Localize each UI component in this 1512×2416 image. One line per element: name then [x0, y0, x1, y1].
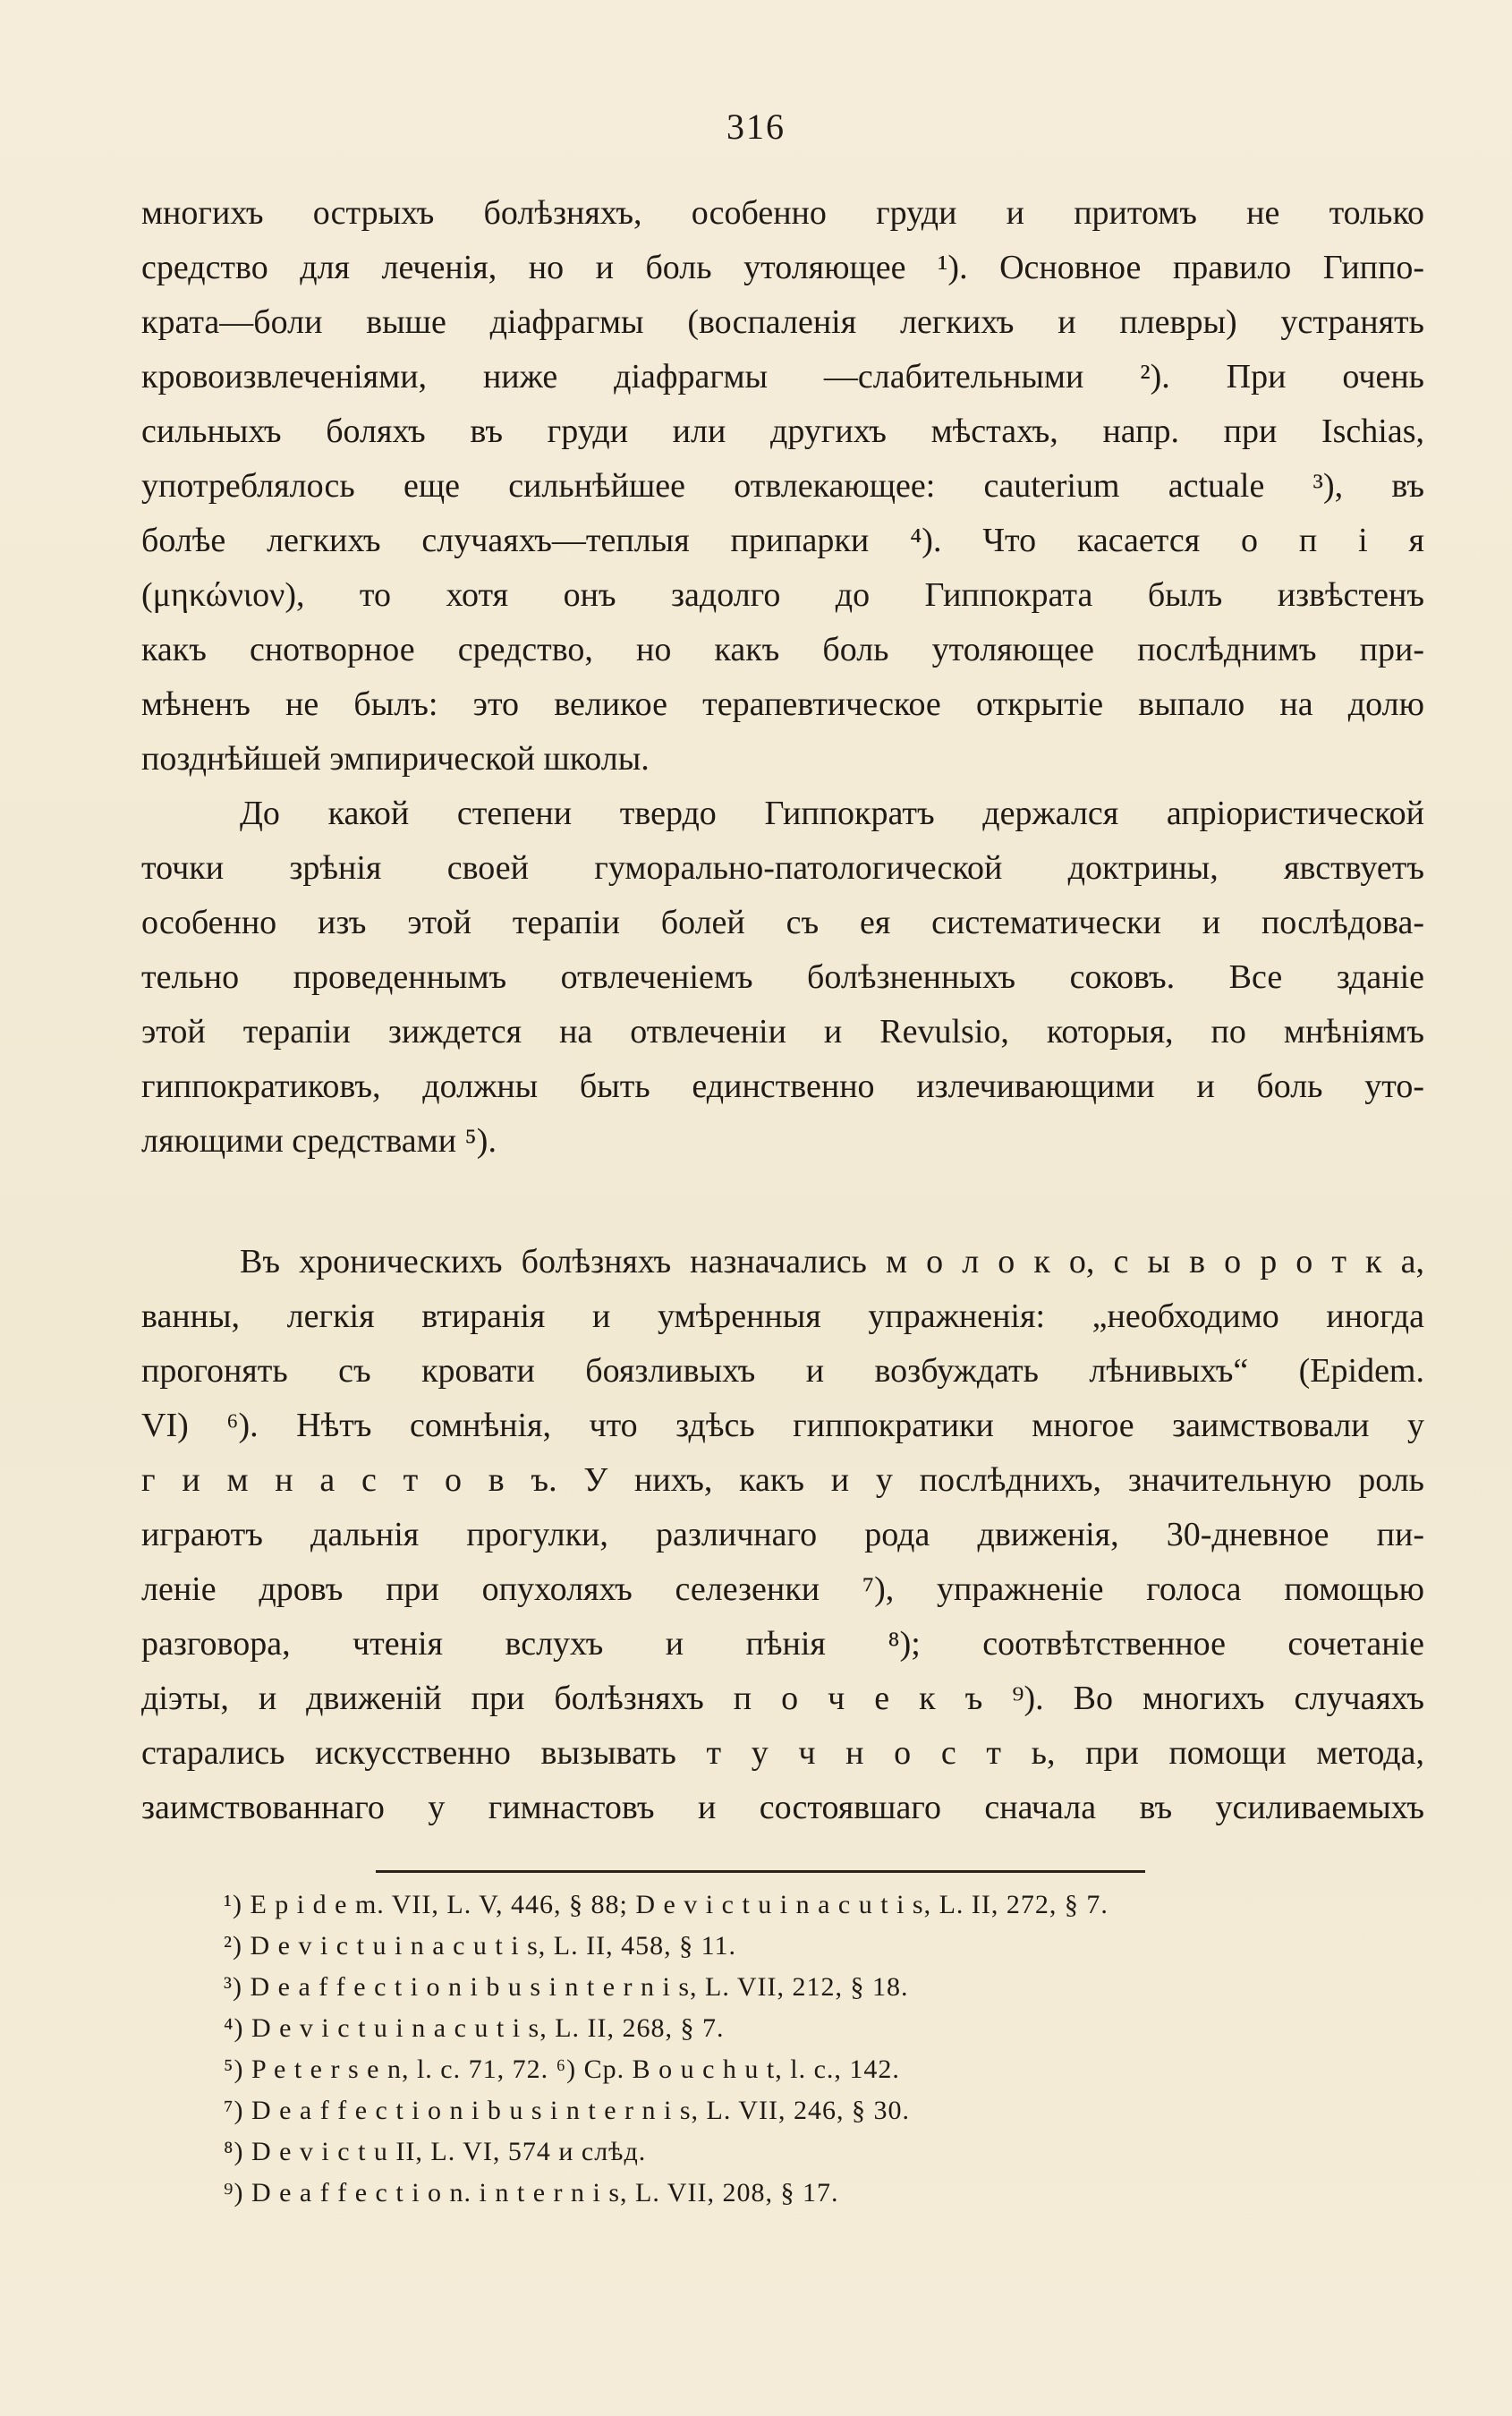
- text-line: играютъ дальнія прогулки, различнаго рода движенія, 30-дневное пи-: [141, 1516, 1424, 1553]
- text-line: многихъ острыхъ болѣзняхъ, особенно груди и притомъ не только: [141, 194, 1424, 232]
- text-line: средство для леченія, но и боль утоляющее ¹). Основное правило Гиппо-: [141, 249, 1424, 286]
- text-line: гиппократиковъ, должны быть единственно излечивающими и боль уто-: [141, 1068, 1424, 1105]
- text-line: крата—боли выше діафрагмы (воспаленія легкихъ и плевры) устранять: [141, 303, 1424, 341]
- text-line: особенно изъ этой терапіи болей съ ея систематически и послѣдова-: [141, 904, 1424, 941]
- footnote-divider: [376, 1870, 1145, 1873]
- text-line: разговора, чтенія вслухъ и пѣнія ⁸); соотвѣтственное сочетаніе: [141, 1625, 1424, 1663]
- text-block-lower: [141, 1235, 1424, 1835]
- text-line: точки зрѣнія своей гуморально-патологической доктрины, явствуетъ: [141, 849, 1424, 887]
- text-block-upper: [141, 186, 1424, 1169]
- footnote: ²) D e v i c t u i n a c u t i s, L. II, 458, § 11.: [224, 1931, 736, 1961]
- text-line: болѣе легкихъ случаяхъ—теплыя припарки ⁴). Что касается о п і я: [141, 522, 1424, 559]
- footnotes: [224, 1884, 1387, 2214]
- footnote: ⁴) D e v i c t u i n a c u t i s, L. II, 268, § 7.: [224, 2013, 725, 2043]
- footnote: ⁸) D e v i c t u II, L. VI, 574 и слѣд.: [224, 2137, 647, 2166]
- text-line: VI) ⁶). Нѣтъ сомнѣнія, что здѣсь гиппократики многое заимствовали у: [141, 1407, 1424, 1444]
- text-line: ванны, легкія втиранія и умѣренныя упражненія: „необходимо иногда: [141, 1297, 1424, 1335]
- text-line: леніе дровъ при опухоляхъ селезенки ⁷), упражненіе голоса помощью: [141, 1570, 1424, 1608]
- text-line: употреблялось еще сильнѣйшее отвлекающее: cauterium actuale ³), въ: [141, 467, 1424, 505]
- text-line: кровоизвлеченіями, ниже діафрагмы —слабительными ²). При очень: [141, 358, 1424, 396]
- footnote: ¹) E p i d e m. VII, L. V, 446, § 88; D e v i c t u i n a c u t i s, L. II, 272, § 7.: [224, 1890, 1109, 1919]
- text-line: діэты, и движеній при болѣзняхъ п о ч е к ъ ⁹). Во многихъ случаяхъ: [141, 1680, 1424, 1717]
- text-line: старались искусственно вызывать т у ч н о с т ь, при помощи метода,: [141, 1734, 1424, 1772]
- text-line: (μηκώνιον), то хотя онъ задолго до Гиппократа былъ извѣстенъ: [141, 576, 1424, 614]
- footnote: ⁷) D e a f f e c t i o n i b u s i n t e r n i s, L. VII, 246, § 30.: [224, 2096, 910, 2125]
- text-line: прогонять съ кровати боязливыхъ и возбуждать лѣнивыхъ“ (Epidem.: [141, 1352, 1424, 1390]
- page-number: 316: [726, 106, 786, 147]
- text-line: какъ снотворное средство, но какъ боль утоляющее послѣднимъ при-: [141, 631, 1424, 668]
- text-line: Въ хроническихъ болѣзняхъ назначались м о л о к о, с ы в о р о т к а,: [240, 1243, 1424, 1280]
- text-line: позднѣйшей эмпирической школы.: [141, 740, 650, 778]
- footnote: ⁵) P e t e r s e n, l. c. 71, 72. ⁶) Ср. B o u c h u t, l. c., 142.: [224, 2054, 900, 2084]
- text-line: сильныхъ боляхъ въ груди или другихъ мѣстахъ, напр. при Ischias,: [141, 413, 1424, 450]
- text-line: До какой степени твердо Гиппократъ держался апріористической: [240, 795, 1424, 832]
- footnote: ³) D e a f f e c t i o n i b u s i n t e r n i s, L. VII, 212, § 18.: [224, 1972, 909, 2002]
- text-line: этой терапіи зиждется на отвлеченіи и Revulsio, которыя, по мнѣніямъ: [141, 1013, 1424, 1051]
- text-line: мѣненъ не былъ: это великое терапевтическое открытіе выпало на долю: [141, 685, 1424, 723]
- text-line: тельно проведеннымъ отвлеченіемъ болѣзненныхъ соковъ. Все зданіе: [141, 958, 1424, 996]
- text-line: заимствованнаго у гимнастовъ и состоявшаго сначала въ усиливаемыхъ: [141, 1789, 1424, 1826]
- text-line: г и м н а с т о в ъ. У нихъ, какъ и у послѣднихъ, значительную роль: [141, 1461, 1424, 1499]
- text-line: ляющими средствами ⁵).: [141, 1122, 497, 1160]
- footnote: ⁹) D e a f f e c t i o n. i n t e r n i s, L. VII, 208, § 17.: [224, 2178, 839, 2208]
